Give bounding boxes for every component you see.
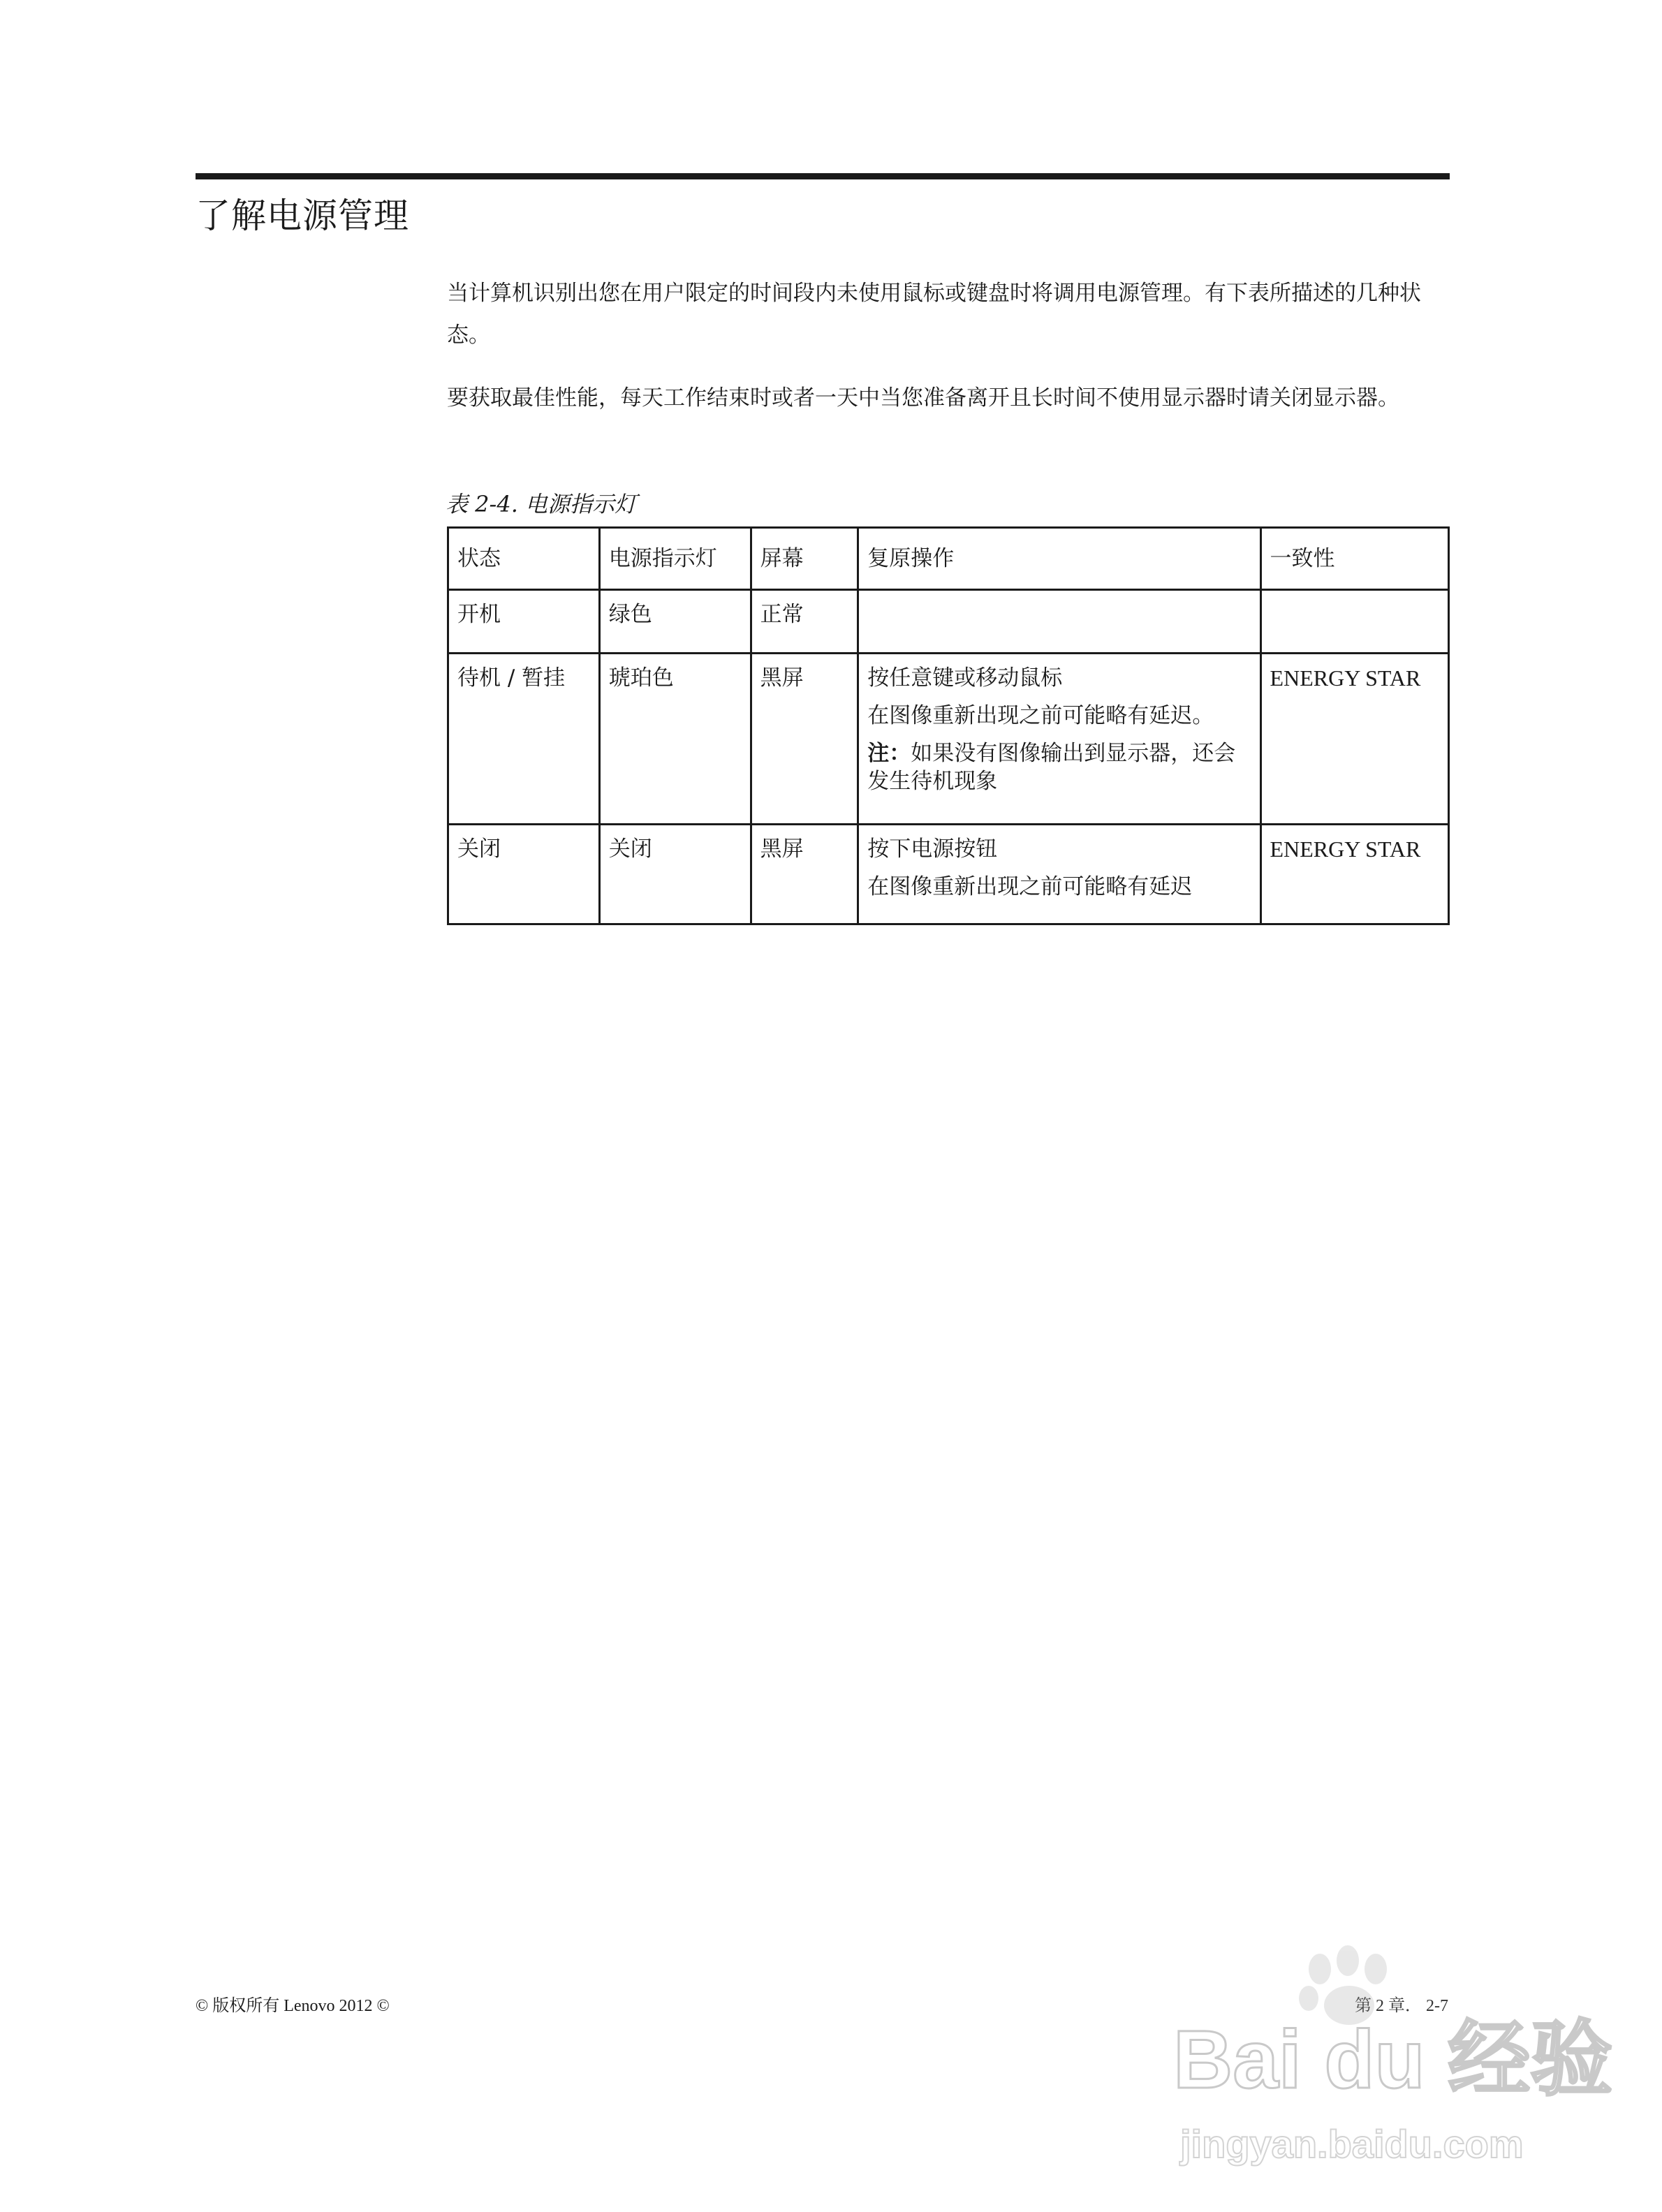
table-row: [448, 654, 1449, 825]
watermark-brand: Bai du 经验: [1173, 2014, 1613, 2106]
cell-state: 关闭: [448, 825, 600, 924]
table-row: [448, 590, 1449, 654]
intro-paragraph: 当计算机识别出您在用户限定的时间段内未使用鼠标或键盘时将调用电源管理。有下表所描述的几种状态。: [447, 281, 1421, 348]
header-state: 状态: [448, 528, 600, 590]
restore-step: 按任意键或移动鼠标: [867, 665, 1063, 691]
baidu-jingyan-watermark: [1159, 1927, 1613, 2178]
note: [867, 739, 1251, 795]
cell-compliance: [1260, 590, 1448, 654]
header-screen: 屏幕: [751, 528, 858, 590]
restore-delay-note: 在图像重新出现之前可能略有延迟: [867, 874, 1193, 899]
table-caption: 表 2-4. 电源指示灯: [446, 491, 638, 517]
restore-delay-note: 在图像重新出现之前可能略有延迟。: [867, 703, 1214, 728]
header-compliance: 一致性: [1260, 528, 1448, 590]
cell-power-led: 关闭: [599, 825, 751, 924]
cell-restore-action: [858, 825, 1260, 924]
footer-copyright: © 版权所有 Lenovo 2012 ©: [196, 1997, 390, 2015]
table-header-row: [448, 528, 1449, 590]
cell-compliance: ENERGY STAR: [1260, 654, 1448, 825]
cell-restore-action: [858, 590, 1260, 654]
cell-state: 待机 / 暂挂: [448, 654, 600, 825]
header-restore-action: 复原操作: [858, 528, 1260, 590]
cell-restore-action: [858, 654, 1260, 825]
header-power-led: 电源指示灯: [599, 528, 751, 590]
restore-step: 按下电源按钮: [867, 836, 998, 862]
cell-screen: 黑屏: [751, 825, 858, 924]
cell-power-led: 琥珀色: [599, 654, 751, 825]
performance-paragraph: 要获取最佳性能，每天工作结束时或者一天中当您准备离开且长时间不使用显示器时请关闭显示器。: [447, 385, 1399, 411]
section-title: 了解电源管理: [196, 196, 409, 236]
watermark-url: jingyan.baidu.com: [1180, 2122, 1524, 2166]
note-label: 注：: [867, 741, 911, 766]
footer-page-number: 第 2 章． 2-7: [1355, 1997, 1448, 2015]
cell-state: 开机: [448, 590, 600, 654]
paw-icon: [1299, 1945, 1387, 2025]
cell-screen: 黑屏: [751, 654, 858, 825]
cell-screen: 正常: [751, 590, 858, 654]
section-top-rule: [196, 173, 1450, 179]
table-row: [448, 825, 1449, 924]
cell-compliance: ENERGY STAR: [1260, 825, 1448, 924]
power-indicator-table: [447, 526, 1450, 925]
cell-power-led: 绿色: [599, 590, 751, 654]
note-text: 如果没有图像输出到显示器，还会发生待机现象: [867, 741, 1236, 794]
